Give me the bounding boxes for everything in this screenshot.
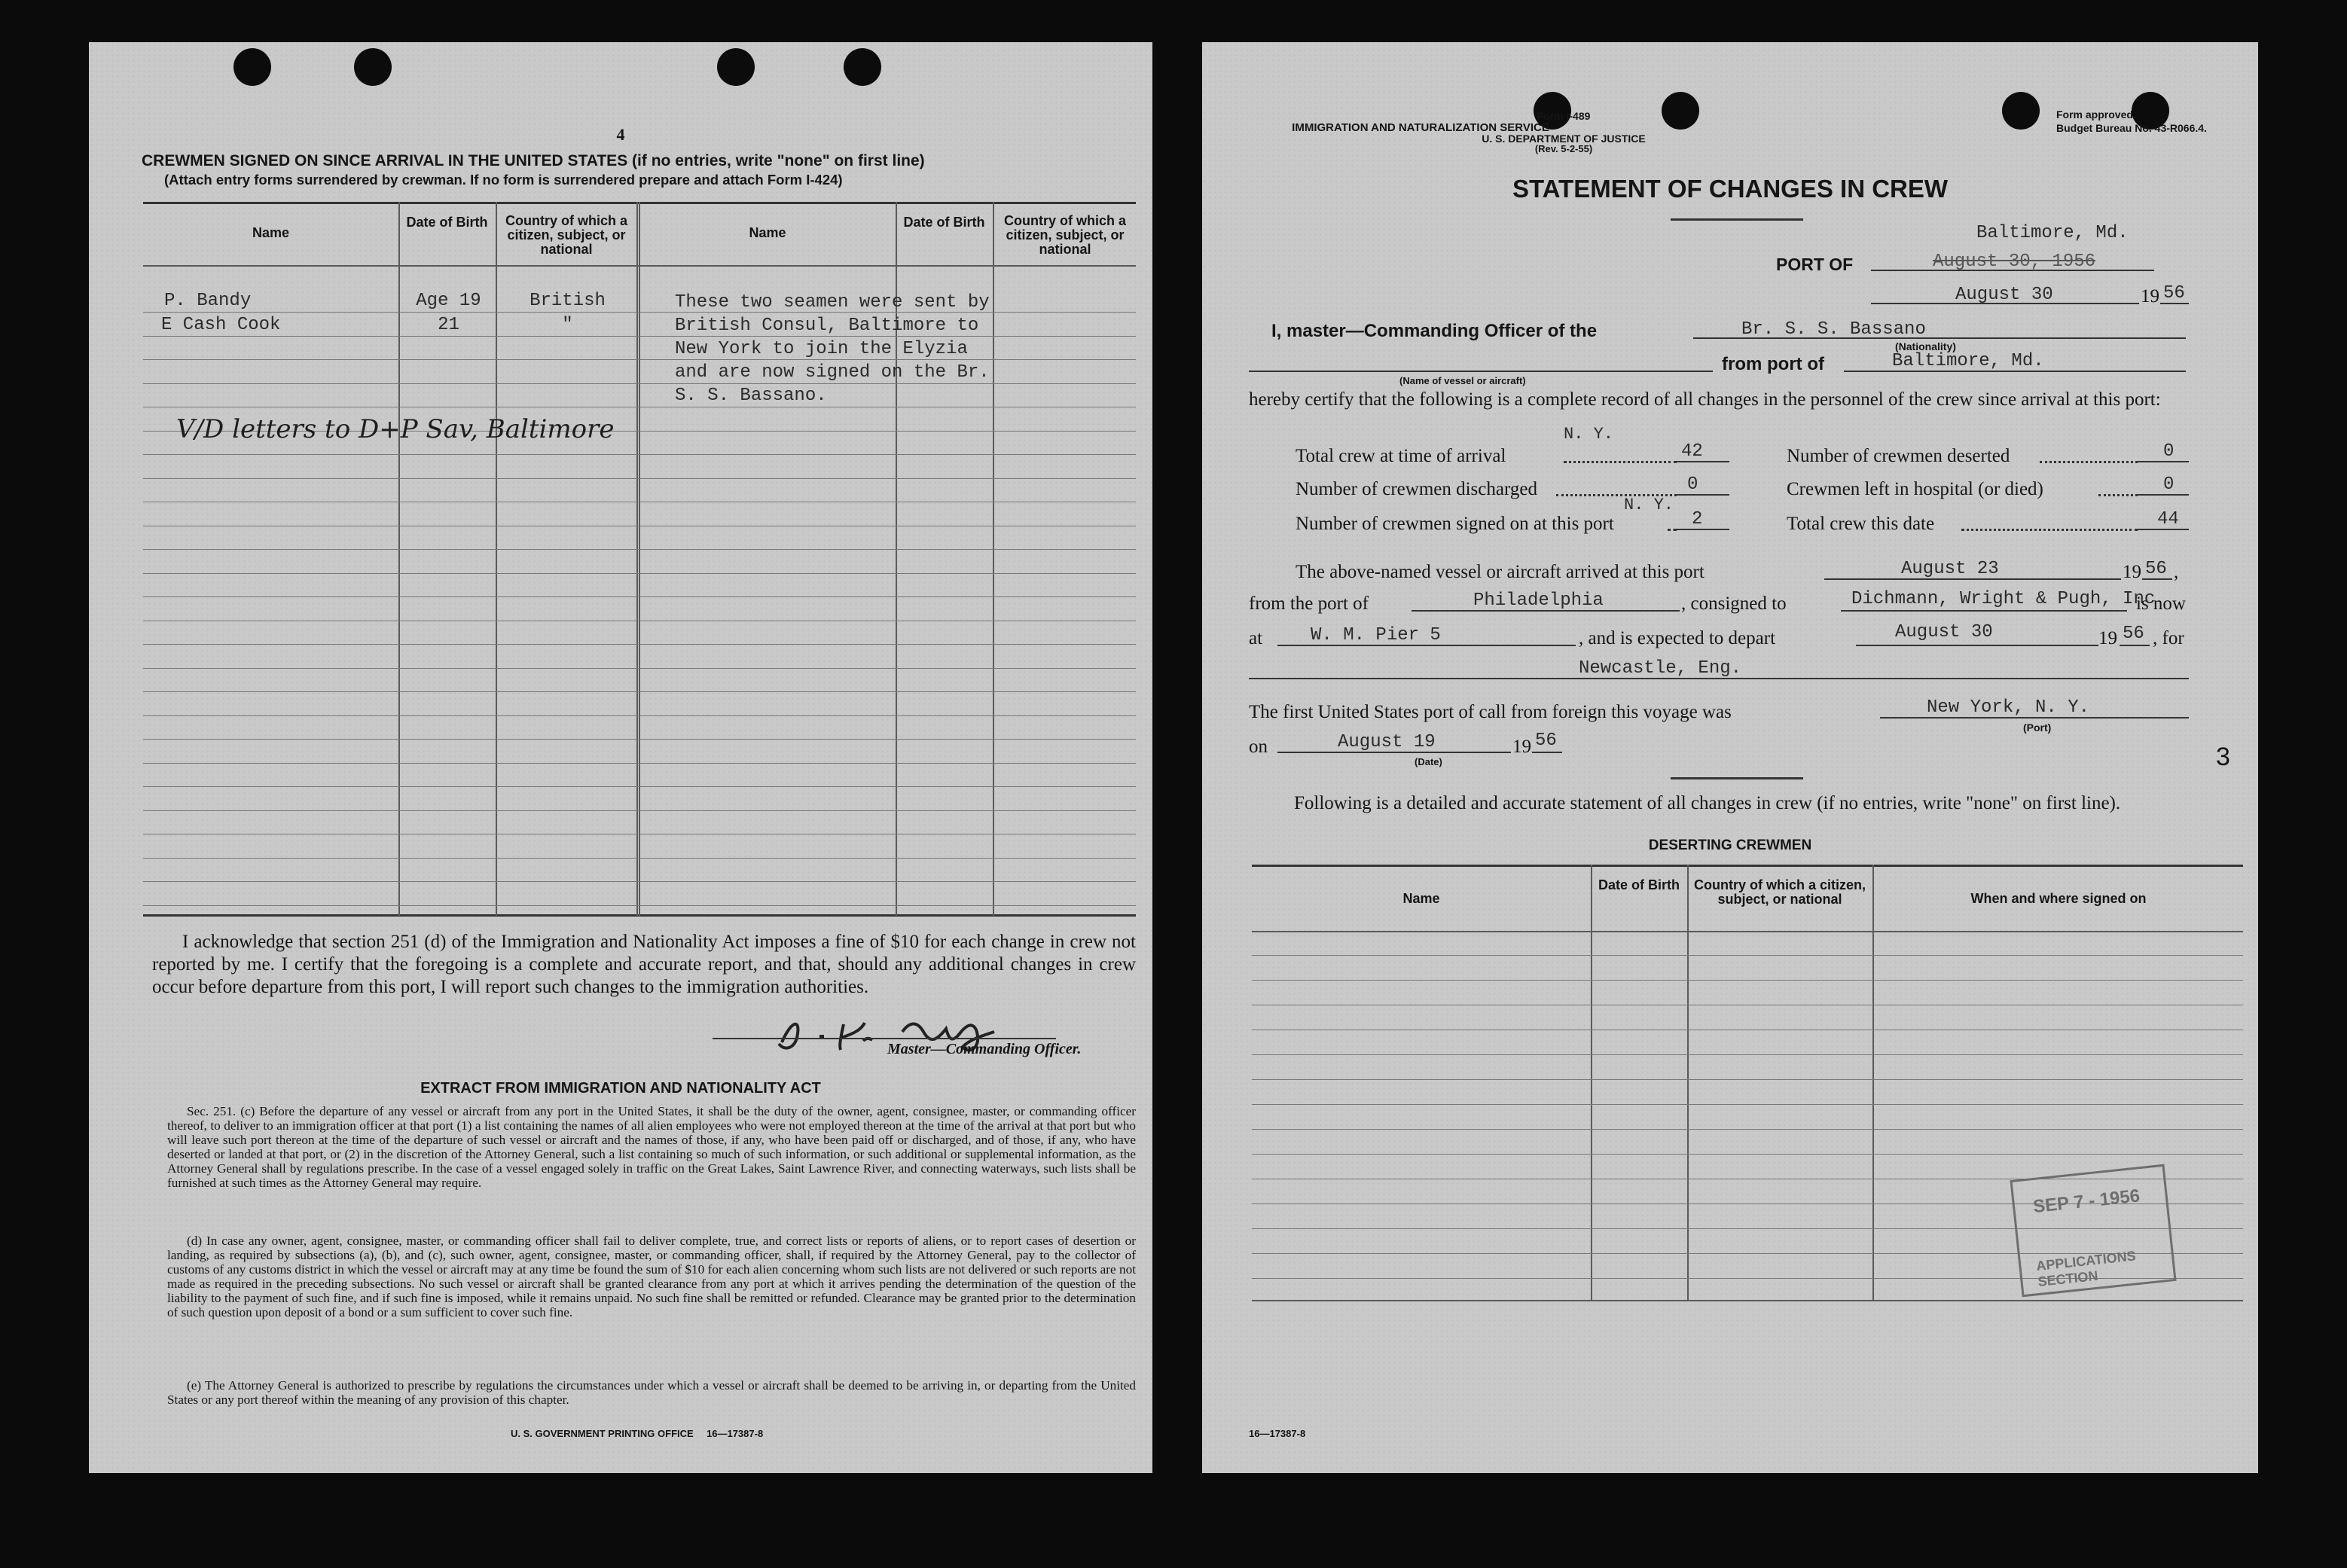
handwritten-note: V/D letters to D+P Sav, Baltimore [176,414,615,444]
column-header-date-of-birth-2: Date of Birth [903,215,985,230]
master-label: I, master—Commanding Officer of the [1271,321,1598,341]
table-row-rule [143,810,1136,811]
vessel-caption: (Name of vessel or aircraft) [1399,375,1526,386]
department-name: U. S. DEPARTMENT OF JUSTICE [1482,133,1646,145]
discharged-label: Number of crewmen discharged [1296,479,1537,499]
footer-code: 16—17387-8 [1249,1428,1306,1439]
signed-on-label: Number of crewmen signed on at this port [1296,514,1614,534]
table-row-rule [143,668,1136,669]
depart-label: , and is expected to depart [1579,628,1776,648]
total-crew-value: 44 [2157,509,2179,529]
column-header-date-of-birth: Date of Birth [406,215,488,230]
form-revision: (Rev. 5-2-55) [1534,143,1593,154]
first-port-label: The first United States port of call from foreign this voyage was [1249,702,1732,722]
table-row-rule [143,644,1136,645]
arrived-year: 56 [2145,559,2167,579]
arrived-year-prefix: 19 [2123,562,2141,582]
comma: , [2174,562,2179,582]
entry-name: P. Bandy [164,291,252,311]
printing-office: U. S. GOVERNMENT PRINTING OFFICE [511,1428,694,1439]
table-row-rule [1252,1079,2243,1080]
acknowledgement-text: I acknowledge that section 251 (d) of the Immigration and Nationality Act imposes a fine of $10 for each change in crew not reported by me. I certify that the foregoing is a complete and accurate report, and that, should any additional changes in crew occur before departure from this port, I will report such changes to the immigration authorities. [152,932,1136,997]
depart-date: August 30 [1895,622,1993,642]
page-number: 4 [616,125,625,144]
extract-paragraph-e: (e) The Attorney General is authorized to prescribe by regulations the circumstances under which a vessel or aircraft shall be deemed to be arriving in, or departing from the United States or any port thereof within the meaning of any provision of this chapter. [167,1378,1136,1407]
punch-hole [844,48,881,86]
report-date: August 30 [1955,285,2053,305]
column-header-country: Country of which a citizen, subject, or national [505,213,627,257]
column-header-name: Name [1402,891,1440,906]
received-stamp [2010,1164,2176,1298]
total-arrival-label: Total crew at time of arrival [1296,446,1506,466]
arrived-date: August 23 [1901,559,1999,579]
left-page [89,42,1152,1473]
punch-hole [354,48,392,86]
destination: Newcastle, Eng. [1579,658,1742,679]
total-arrival-value: 42 [1681,441,1703,462]
depart-year: 56 [2123,624,2144,644]
discharged-value: 0 [1687,474,1698,495]
table-row-rule [143,691,1136,692]
remark-text: These two seamen were sent by British Consul, Baltimore to New York to join the Elyzia and are now signed on the Br. S. S. Bassano. [675,292,990,406]
table-row-rule [1252,1054,2243,1055]
punch-hole [2002,92,2040,130]
table-row-rule [143,905,1136,906]
report-year: 56 [2163,283,2185,304]
total-crew-label: Total crew this date [1787,514,1935,534]
port-value: Baltimore, Md. [1976,223,2129,243]
form-approved: Form approved. [2056,108,2136,120]
entry-name: E Cash Cook [161,315,281,335]
at-label: at [1249,628,1263,648]
table-row-rule [143,739,1136,740]
date-caption: (Date) [1415,756,1442,767]
table-row-rule [143,454,1136,455]
budget-bureau: Budget Bureau No. 43-R066.4. [2056,122,2207,134]
form-number: Form I-489 [1537,110,1591,122]
table-row-rule [143,881,1136,882]
first-date: August 19 [1338,732,1436,752]
port-label: PORT OF [1776,255,1854,274]
arrival-port-note: N. Y. [1564,425,1614,444]
punch-hole [717,48,755,86]
from-port-label: from port of [1722,354,1824,374]
from-the-port-label: from the port of [1249,593,1369,614]
stamp-date: SEP 7 - 1956 [2031,1185,2141,1218]
hospital-label: Crewmen left in hospital (or died) [1787,479,2043,499]
location: W. M. Pier 5 [1311,625,1441,645]
arrived-label: The above-named vessel or aircraft arrived at this port [1296,562,1705,582]
table-row-rule [1252,1129,2243,1130]
table-row-rule [1252,1154,2243,1155]
extract-paragraph-c: Sec. 251. (c) Before the departure of any vessel or aircraft from any port in the United States, it shall be the duty of the owner, agent, consignee, master, or commanding officer thereof, to deliver to an immigration officer at that port (1) a list containing the names of all alien employees who were not employed thereon at the time of the arrival at that port but who will leave such port thereon at the time of the departure of such vessel or aircraft and the names of those, if any, who have been paid off or discharged, and of those, if any, who have deserted or landed at that port, or (2) in the discretion of the Attorney General, such a list containing so much of such information, or such additional or supplemental information, as the Attorney General shall by regulations prescribe. In the case of a vessel engaged solely in traffic on the Great Lakes, Saint Lawrence River, and connecting waterways, such lists shall be furnished at such times as the Attorney General may require. [167,1104,1136,1190]
report-year-prefix: 19 [2141,286,2159,307]
table-row-rule [143,858,1136,859]
table-row-rule [143,715,1136,716]
crewmen-signed-note: (if no entries, write "none" on first line) [632,152,925,169]
on-label: on [1249,737,1268,757]
entry-country: " [562,315,573,335]
crewmen-signed-subtitle: (Attach entry forms surrendered by crewman. If no form is surrendered prepare and attach Form I-424) [164,172,843,188]
deserted-label: Number of crewmen deserted [1787,446,2010,466]
consigned-label: , consigned to [1681,593,1787,614]
depart-year-prefix: 19 [2098,628,2117,648]
column-header-date-of-birth: Date of Birth [1598,877,1680,892]
agency-name: IMMIGRATION AND NATURALIZATION SERVICE [1292,121,1549,134]
consignee: Dichmann, Wright & Pugh, Inc [1851,589,2156,609]
table-row-rule [143,596,1136,597]
extract-paragraph-d: (d) In case any owner, agent, consignee, master, or commanding officer shall fail to deliver complete, true, and correct lists or reports of aliens, or to report cases of desertion or landing, as required by subsections (a), (b), and (c), such owner, agent, consignee, master, or commanding officer, shall, if required by the Attorney General, pay to the collector of customs of any customs district in which the vessel or aircraft may at any time be found the sum of $10 for each alien concerning whom such lists are not delivered or such reports are not made as required in the preceding subsections. No such vessel or aircraft shall be granted clearance from any port at which it arrives pending the determination of the question of the liability to the payment of such fine, and if such fine is imposed, while it remains unpaid. No such fine shall be remitted or refunded. Clearance may be granted prior to the determination of such question upon deposit of a bond or a sum sufficient to cover such fine. [167,1234,1136,1319]
printing-code: 16—17387-8 [707,1428,764,1439]
table-row-rule [1252,955,2243,956]
table-row-rule [143,573,1136,574]
column-header-country-2: Country of which a citizen, subject, or national [1004,213,1126,257]
column-header-name: Name [252,225,290,240]
hospital-value: 0 [2163,474,2175,495]
page-mark: 3 [2216,743,2230,771]
stamp-text: APPLICATIONS SECTION [2035,1248,2137,1289]
is-now-label: is now [2136,593,2186,614]
from-port-value: Baltimore, Md. [1892,351,2044,371]
table-row-rule [143,786,1136,787]
discharged-port-note: N. Y. [1624,496,1674,514]
first-year-prefix: 19 [1512,737,1531,757]
column-header-country: Country of which a citizen, subject, or national [1693,877,1866,907]
signature-caption: Master—Commanding Officer. [887,1041,1082,1057]
signed-on-value: 2 [1692,509,1703,529]
table-row-rule [143,478,1136,479]
table-row-rule [143,549,1136,550]
deserting-crewmen-title: DESERTING CREWMEN [1648,837,1812,853]
right-page [1202,42,2258,1473]
nationality-caption: (Nationality) [1895,340,1956,352]
column-header-signed-on: When and where signed on [1970,891,2147,906]
form-title: STATEMENT OF CHANGES IN CREW [1512,175,1949,203]
first-port-value: New York, N. Y. [1927,697,2090,718]
following-text: Following is a detailed and accurate statement of all changes in crew (if no entries, write "none" on first line). [1294,793,2121,813]
for-label: , for [2153,628,2184,648]
certify-text: hereby certify that the following is a complete record of all changes in the personnel of the crew since arrival at this port: [1249,389,2161,410]
deserted-value: 0 [2163,441,2175,462]
entry-dob: Age 19 [416,291,481,311]
crewmen-signed-title: CREWMEN SIGNED ON SINCE ARRIVAL IN THE UNITED STATES [142,152,628,169]
vessel-name: Br. S. S. Bassano [1741,319,1926,340]
port-caption: (Port) [2023,721,2052,734]
first-year: 56 [1535,731,1557,751]
table-row-rule [143,763,1136,764]
table-row-rule [1252,980,2243,981]
entry-country: British [530,291,606,311]
entry-dob: 21 [438,315,459,335]
punch-hole [233,48,271,86]
extract-title: EXTRACT FROM IMMIGRATION AND NATIONALITY ACT [420,1080,821,1097]
from-the-port-value: Philadelphia [1473,590,1604,611]
table-row-rule [1252,1104,2243,1105]
column-header-name-2: Name [749,225,786,240]
port-date-struck: August 30, 1956 [1933,252,2096,272]
